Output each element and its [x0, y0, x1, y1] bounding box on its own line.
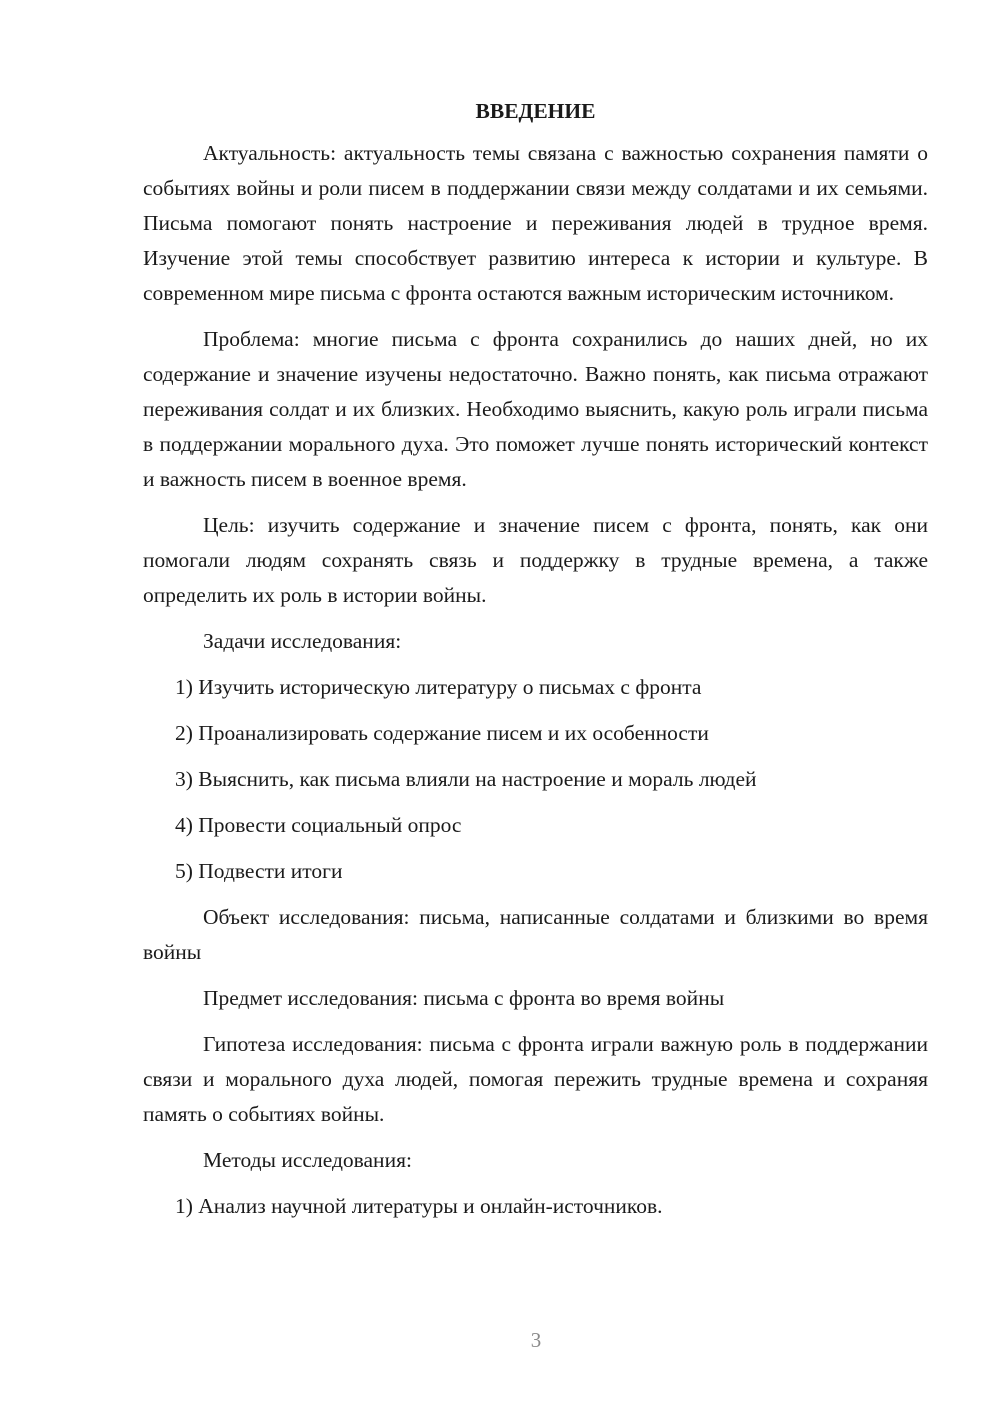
task-item-2: 2) Проанализировать содержание писем и их особенности [175, 721, 709, 745]
paragraph-goal: Цель: изучить содержание и значение писем с фронта, понять, как они помогали людям сохранять связь и поддержку в трудные времена, а также определить их роль в истории войны. [143, 513, 928, 607]
paragraph-problem: Проблема: многие письма с фронта сохранились до наших дней, но их содержание и значение изучены недостаточно. Важно понять, как письма отражают переживания солдат и их близких. Необходимо выяснить, какую роль играли письма в поддержании морального духа. Это поможет лучше понять исторический контекст и важность писем в военное время. [143, 327, 928, 491]
task-item-4: 4) Провести социальный опрос [175, 813, 462, 837]
document-page [143, 96, 928, 1224]
task-item-5: 5) Подвести итоги [175, 859, 343, 883]
paragraph-hypothesis: Гипотеза исследования: письма с фронта играли важную роль в поддержании связи и морального духа людей, помогая пережить трудные времена и сохраняя память о событиях войны. [143, 1032, 928, 1126]
paragraph-relevance: Актуальность: актуальность темы связана с важностью сохранения памяти о событиях войны и роли писем в поддержании связи между солдатами и их семьями. Письма помогают понять настроение и переживания людей в трудное время. Изучение этой темы способствует развитию интереса к истории и культуре. В современном мире письма с фронта остаются важным историческим источником. [143, 141, 928, 305]
paragraph-subject: Предмет исследования: письма с фронта во время войны [203, 986, 725, 1010]
tasks-heading: Задачи исследования: [203, 629, 402, 653]
methods-heading: Методы исследования: [203, 1148, 412, 1172]
page-number: 3 [530, 1328, 542, 1352]
task-item-1: 1) Изучить историческую литературу о письмах с фронта [175, 675, 702, 699]
method-item-1: 1) Анализ научной литературы и онлайн-источников. [175, 1194, 663, 1218]
task-item-3: 3) Выяснить, как письма влияли на настроение и мораль людей [175, 767, 757, 791]
paragraph-object: Объект исследования: письма, написанные солдатами и близкими во время войны [143, 905, 928, 964]
section-title: ВВЕДЕНИЕ [475, 99, 596, 123]
